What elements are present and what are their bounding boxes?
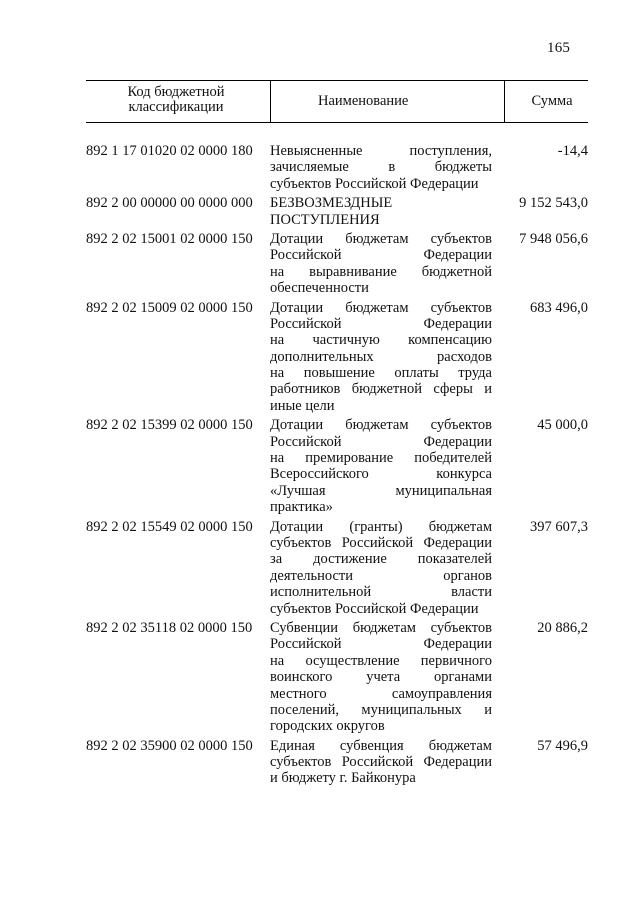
item-name-line: Российской Федерации: [270, 636, 492, 653]
item-name-line: субъектов Российской Федерации: [270, 600, 479, 617]
header-name: Наименование: [318, 93, 409, 109]
item-name-line: Всероссийского конкурса: [270, 466, 492, 483]
table-row: [86, 143, 588, 192]
item-name-line: местного самоуправления: [270, 685, 492, 702]
item-name-line: ПОСТУПЛЕНИЯ: [270, 211, 380, 228]
item-name-line: субъектов Российской Федерации: [270, 534, 492, 551]
table-header: [86, 80, 588, 123]
budget-code: 892 2 02 35900 02 0000 150: [86, 737, 253, 754]
item-sum: 7 948 056,6: [519, 230, 588, 247]
item-name-line: на осуществление первичного: [270, 652, 492, 669]
item-sum: -14,4: [557, 143, 588, 159]
header-sum: Сумма: [531, 93, 573, 109]
item-name-line: и бюджету г. Байконура: [270, 770, 416, 787]
item-name-line: Дотации бюджетам субъектов: [270, 417, 492, 434]
item-name-line: за достижение показателей: [270, 551, 492, 568]
item-name-line: субъектов Российской Федерации: [270, 175, 479, 192]
item-name-line: Дотации бюджетам субъектов: [270, 230, 492, 247]
item-name-line: поселений, муниципальных и: [270, 701, 492, 718]
item-name-line: Единая субвенция бюджетам: [270, 737, 492, 754]
item-name-line: Российской Федерации: [270, 315, 492, 332]
item-name: [270, 300, 492, 415]
item-name-line: воинского учета органами: [270, 669, 492, 686]
item-name: [270, 417, 492, 515]
budget-code: 892 2 02 15549 02 0000 150: [86, 518, 253, 535]
budget-code: 892 2 02 15001 02 0000 150: [86, 230, 253, 247]
item-name-line: «Лучшая муниципальная: [270, 482, 492, 499]
budget-code: 892 2 02 15399 02 0000 150: [86, 417, 253, 434]
item-name-line: БЕЗВОЗМЕЗДНЫЕ: [270, 195, 393, 212]
table-row: [86, 231, 588, 297]
item-sum: 45 000,0: [537, 417, 588, 434]
item-name-line: иные цели: [270, 397, 335, 414]
header-code-line1: Код бюджетной: [127, 84, 225, 100]
item-name: [270, 519, 492, 617]
item-name-line: Дотации (гранты) бюджетам: [270, 518, 492, 535]
item-name-line: обеспеченности: [270, 280, 369, 297]
table-row: [86, 738, 588, 787]
item-name-line: на премирование победителей: [270, 450, 492, 467]
budget-code: 892 2 02 35118 02 0000 150: [86, 619, 253, 636]
header-code: [86, 85, 266, 115]
item-name-line: городских округов: [270, 718, 385, 735]
item-name-line: Российской Федерации: [270, 247, 492, 264]
header-code-line2: классификации: [128, 99, 224, 115]
budget-code: 892 2 02 15009 02 0000 150: [86, 299, 253, 316]
header-separator: [270, 81, 271, 122]
item-name: [270, 195, 492, 228]
item-name-line: деятельности органов: [270, 567, 492, 584]
item-name: [270, 231, 492, 297]
item-name: [270, 143, 492, 192]
item-name-line: Субвенции бюджетам субъектов: [270, 619, 492, 636]
item-name-line: на выравнивание бюджетной: [270, 263, 492, 280]
item-name-line: исполнительной власти: [270, 584, 492, 601]
header-separator: [504, 81, 505, 122]
item-name: [270, 620, 492, 735]
table-body: [86, 143, 588, 790]
item-name-line: дополнительных расходов: [270, 348, 492, 365]
budget-code: 892 1 17 01020 02 0000 180: [86, 143, 253, 159]
item-name-line: зачисляемые в бюджеты: [270, 159, 492, 176]
item-sum: 57 496,9: [537, 737, 588, 754]
item-sum: 683 496,0: [530, 299, 588, 316]
item-name-line: на частичную компенсацию: [270, 332, 492, 349]
budget-code: 892 2 00 00000 00 0000 000: [86, 195, 253, 212]
page-number: 165: [547, 40, 571, 56]
item-name-line: практика»: [270, 499, 333, 516]
item-name-line: Российской Федерации: [270, 433, 492, 450]
table-row: [86, 519, 588, 617]
item-sum: 397 607,3: [530, 518, 588, 535]
item-name-line: на повышение оплаты труда: [270, 365, 492, 382]
item-sum: 20 886,2: [537, 619, 588, 636]
table-row: [86, 195, 588, 228]
item-name-line: субъектов Российской Федерации: [270, 754, 492, 771]
item-name-line: работников бюджетной сферы и: [270, 381, 492, 398]
table-row: [86, 300, 588, 415]
table-row: [86, 620, 588, 735]
table-row: [86, 417, 588, 515]
item-sum: 9 152 543,0: [519, 195, 588, 212]
item-name: [270, 738, 492, 787]
item-name-line: Невыясненные поступления,: [270, 143, 492, 159]
item-name-line: Дотации бюджетам субъектов: [270, 299, 492, 316]
